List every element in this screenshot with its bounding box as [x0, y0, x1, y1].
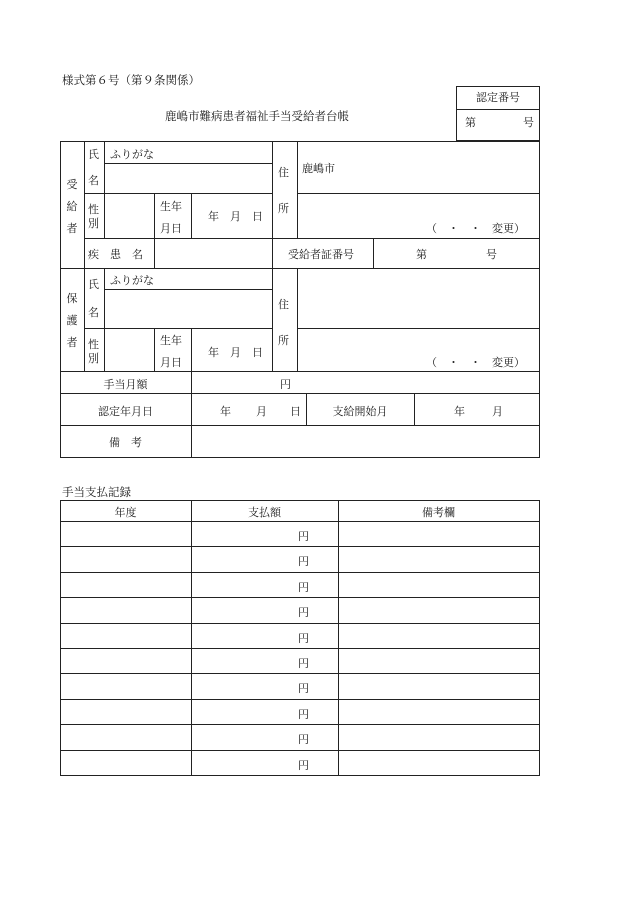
recipient-cert-label: 受給者証番号 [288, 248, 354, 261]
guardian-address-char-1: 住 [278, 298, 289, 311]
payment-row-yen: 円 [298, 530, 309, 543]
recipient-sex-char-1: 性 [88, 203, 99, 216]
payment-header-year: 年度 [114, 506, 137, 519]
cert-date-month: 月 [256, 405, 267, 418]
recipient-name-char-1: 氏 [88, 148, 99, 161]
payment-start-label: 支給開始月 [332, 405, 388, 418]
guardian-address-change-note: （ ・ ・ 変更） [426, 356, 525, 369]
monthly-allowance-yen: 円 [280, 378, 291, 391]
guardian-birth-label-2: 月日 [160, 356, 182, 369]
payment-start-month: 月 [492, 405, 503, 418]
recipient-disease-label: 疾 患 名 [88, 248, 143, 261]
certification-number-header: 認定番号 [457, 87, 539, 110]
payment-row-yen: 円 [298, 632, 309, 645]
recipient-cert-go: 号 [486, 248, 497, 261]
guardian-sex-char-1: 性 [88, 338, 99, 351]
payment-row-yen: 円 [298, 708, 309, 721]
recipient-furigana-label: ふりがな [110, 148, 154, 161]
cert-date-day: 日 [290, 405, 301, 418]
recipient-sex-char-2: 別 [88, 217, 99, 230]
recipient-city: 鹿嶋市 [302, 162, 335, 175]
guardian-birth-fields: 年 月 日 [208, 346, 263, 359]
payment-row-yen: 円 [298, 759, 309, 772]
cert-date-year: 年 [220, 405, 231, 418]
recipient-address-char-2: 所 [278, 202, 289, 215]
recipient-section-label: 受 給 者 [66, 178, 78, 235]
payment-header-remarks: 備考欄 [422, 506, 455, 519]
certification-go: 号 [523, 116, 534, 129]
recipient-birth-label-2: 月日 [160, 222, 182, 235]
monthly-allowance-label: 手当月額 [103, 378, 148, 391]
guardian-furigana-label: ふりがな [110, 274, 154, 287]
recipient-cert-dai: 第 [416, 248, 427, 261]
payment-row-yen: 円 [298, 657, 309, 670]
guardian-sex-char-2: 別 [88, 352, 99, 365]
cert-date-label: 認定年月日 [98, 405, 153, 418]
form-number-label: 様式第６号（第９条関係） [62, 73, 200, 87]
remarks-label: 備 考 [109, 436, 142, 449]
payment-header-amount: 支払額 [248, 506, 281, 519]
certification-dai: 第 [465, 116, 476, 129]
payment-records-title: 手当支払記録 [62, 485, 131, 499]
recipient-birth-fields: 年 月 日 [208, 210, 263, 223]
guardian-birth-label-1: 生年 [160, 334, 182, 347]
recipient-birth-label-1: 生年 [160, 200, 182, 213]
payment-row-yen: 円 [298, 555, 309, 568]
payment-row-yen: 円 [298, 682, 309, 695]
guardian-address-char-2: 所 [278, 334, 289, 347]
payment-row-yen: 円 [298, 581, 309, 594]
page-title: 鹿嶋市難病患者福祉手当受給者台帳 [165, 109, 349, 123]
recipient-name-char-2: 名 [88, 174, 99, 187]
guardian-section-label: 保 護 者 [66, 292, 78, 349]
recipient-address-change-note: （ ・ ・ 変更） [426, 222, 525, 235]
payment-row-yen: 円 [298, 606, 309, 619]
guardian-name-char-1: 氏 [88, 278, 99, 291]
payment-start-year: 年 [454, 405, 465, 418]
recipient-address-char-1: 住 [278, 166, 289, 179]
guardian-name-char-2: 名 [88, 306, 99, 319]
payment-row-yen: 円 [298, 733, 309, 746]
